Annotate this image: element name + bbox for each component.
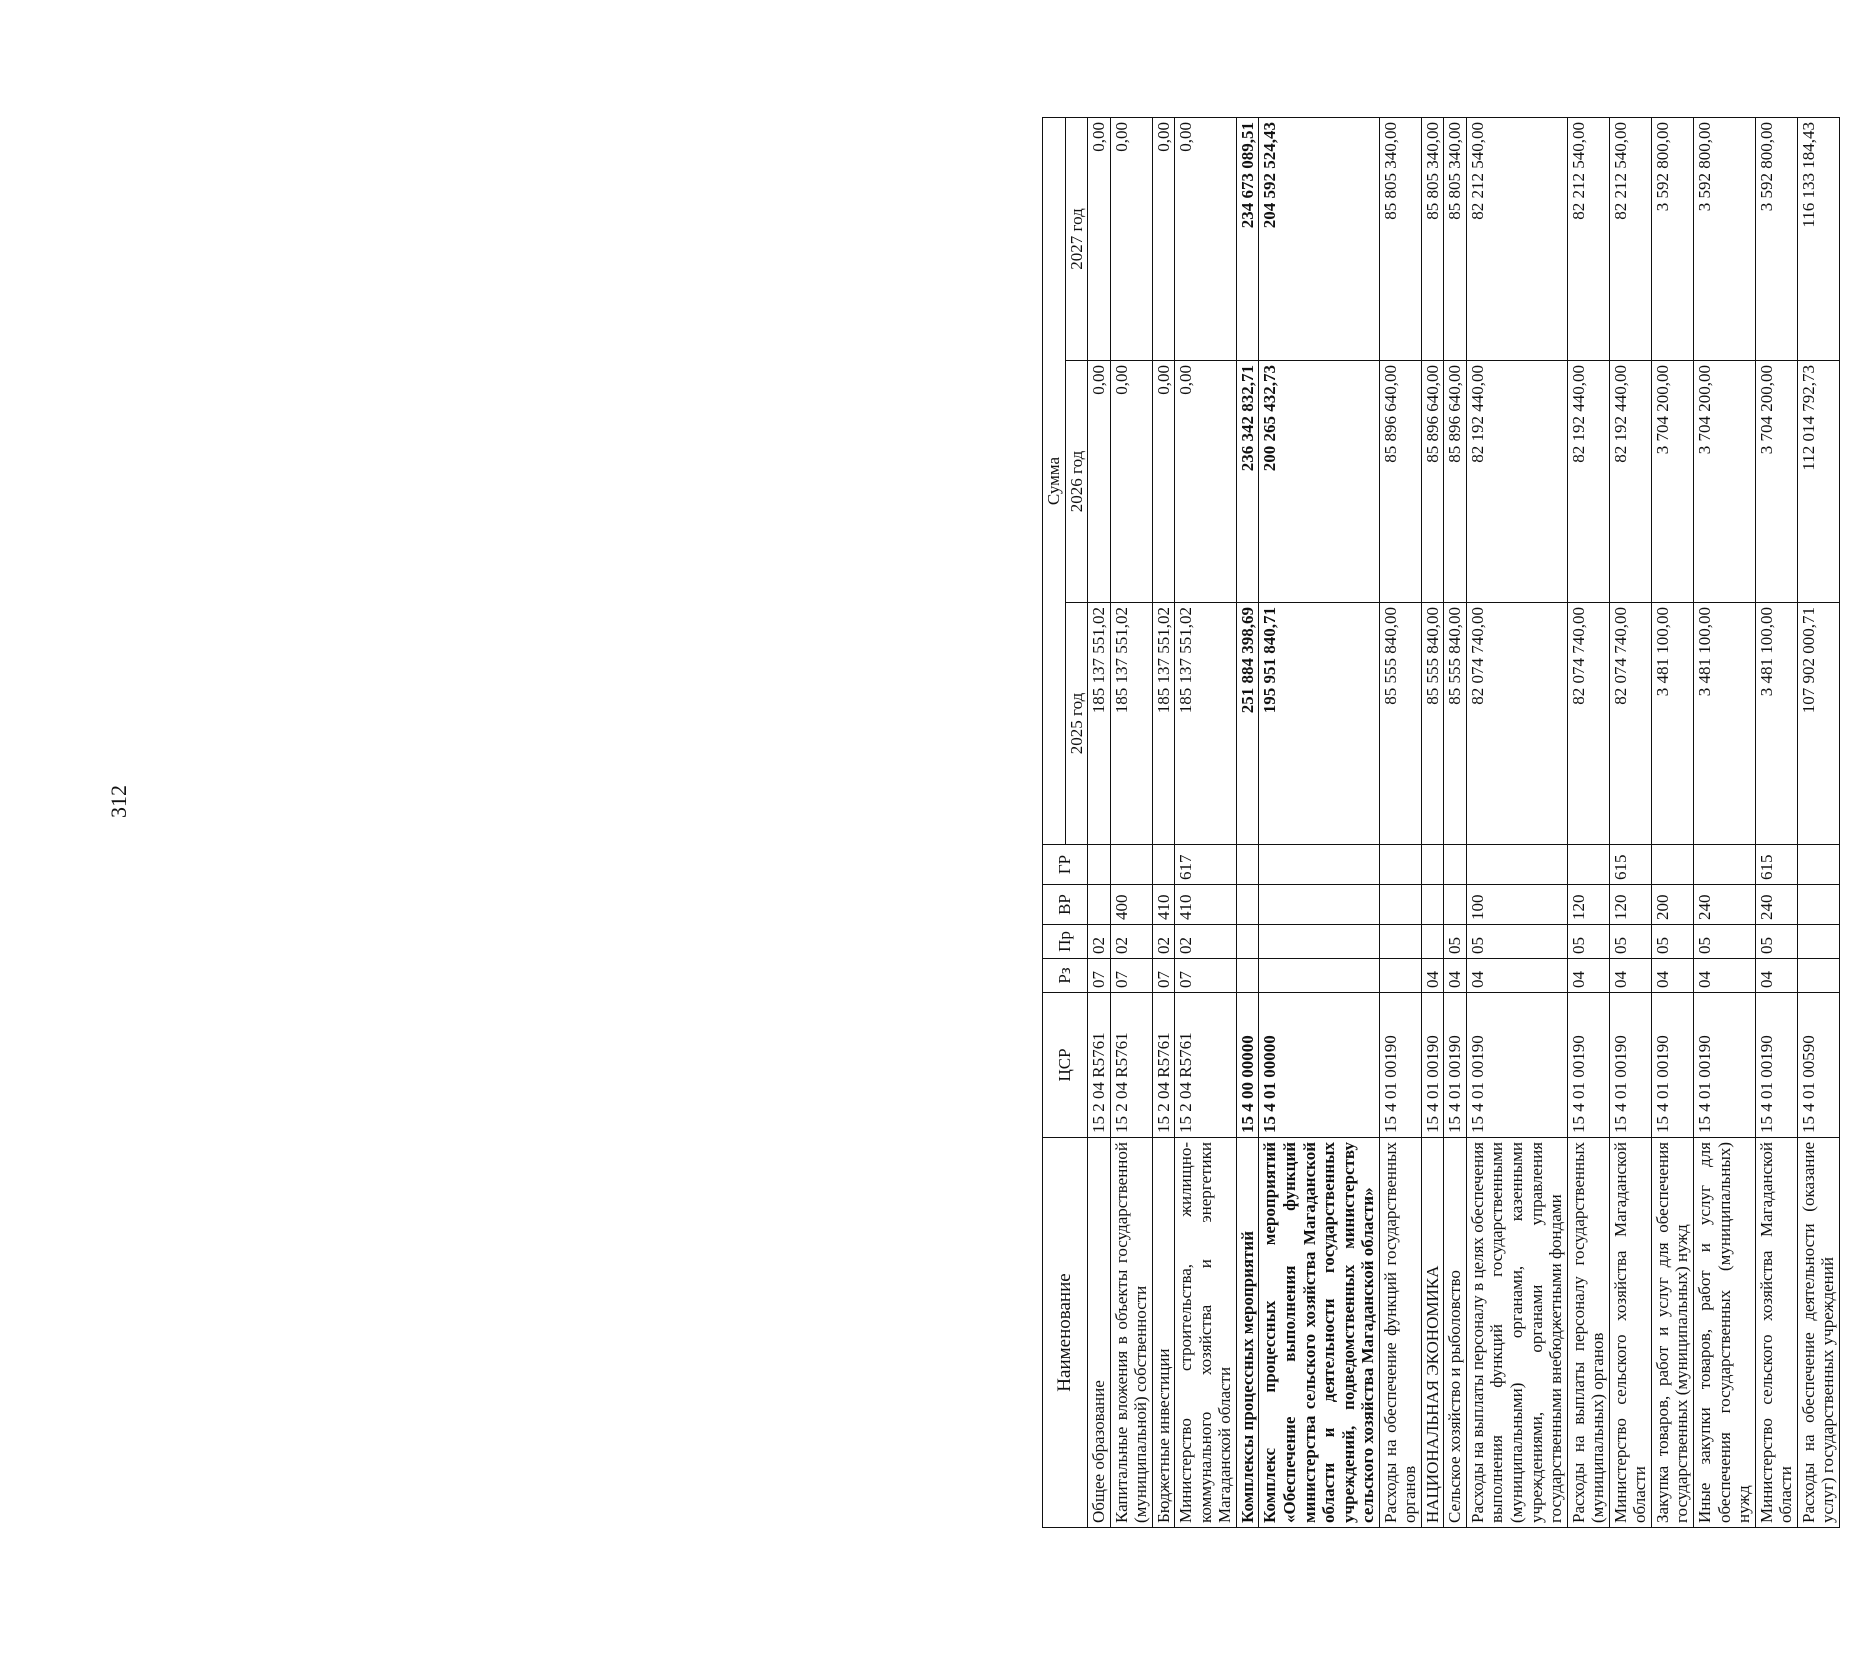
cell-2027: 82 212 540,00 — [1466, 118, 1567, 361]
cell-2026: 0,00 — [1110, 361, 1152, 603]
cell-2027: 3 592 800,00 — [1755, 118, 1797, 361]
table-row — [1755, 118, 1797, 1528]
cell-pr: 05 — [1651, 925, 1693, 959]
cell-2027: 234 673 089,51 — [1236, 118, 1259, 361]
cell-vr — [1236, 885, 1259, 925]
cell-2025: 185 137 551,02 — [1152, 603, 1175, 845]
cell-vr — [1088, 885, 1111, 925]
cell-name: Расходы на выплаты персоналу государственных (муниципальных) органов — [1567, 1138, 1609, 1528]
table-row — [1236, 118, 1259, 1528]
table-row — [1259, 118, 1379, 1528]
cell-gr — [1567, 845, 1609, 885]
table-row — [1567, 118, 1609, 1528]
cell-name: Комплекс процессных мероприятий «Обеспечение выполнения функций министерства сельского хозяйства Магаданской области и деятельности государственных учреждений, подведомственных министерству сельского хозяйства Магаданской области» — [1259, 1138, 1379, 1528]
cell-2026: 3 704 200,00 — [1651, 361, 1693, 603]
cell-rz: 07 — [1110, 959, 1152, 993]
cell-gr — [1444, 845, 1467, 885]
cell-vr: 240 — [1755, 885, 1797, 925]
cell-2027: 85 805 340,00 — [1421, 118, 1444, 361]
cell-csr: 15 2 04 R5761 — [1152, 993, 1175, 1138]
cell-2027: 0,00 — [1110, 118, 1152, 361]
cell-vr: 200 — [1651, 885, 1693, 925]
cell-vr — [1379, 885, 1421, 925]
cell-name: Закупка товаров, работ и услуг для обеспечения государственных (муниципальных) нужд — [1651, 1138, 1693, 1528]
cell-2025: 85 555 840,00 — [1444, 603, 1467, 845]
cell-pr: 05 — [1466, 925, 1567, 959]
cell-rz: 04 — [1609, 959, 1651, 993]
cell-vr — [1259, 885, 1379, 925]
cell-2025: 82 074 740,00 — [1567, 603, 1609, 845]
cell-2027: 82 212 540,00 — [1567, 118, 1609, 361]
cell-2025: 195 951 840,71 — [1259, 603, 1379, 845]
cell-2026: 0,00 — [1152, 361, 1175, 603]
cell-2025: 85 555 840,00 — [1421, 603, 1444, 845]
cell-name: Бюджетные инвестиции — [1152, 1138, 1175, 1528]
budget-table — [1042, 117, 1840, 1528]
cell-pr — [1421, 925, 1444, 959]
cell-csr: 15 4 01 00190 — [1693, 993, 1755, 1138]
table-row — [1797, 118, 1839, 1528]
cell-rz: 04 — [1466, 959, 1567, 993]
cell-vr: 410 — [1152, 885, 1175, 925]
cell-rz: 04 — [1567, 959, 1609, 993]
cell-pr: 05 — [1444, 925, 1467, 959]
table-row — [1651, 118, 1693, 1528]
table-row — [1379, 118, 1421, 1528]
cell-pr — [1259, 925, 1379, 959]
cell-vr — [1421, 885, 1444, 925]
cell-rz: 04 — [1421, 959, 1444, 993]
cell-vr: 240 — [1693, 885, 1755, 925]
cell-name: Сельское хозяйство и рыболовство — [1444, 1138, 1467, 1528]
cell-2026: 82 192 440,00 — [1609, 361, 1651, 603]
header-sum: Сумма — [1043, 118, 1066, 845]
cell-2027: 3 592 800,00 — [1651, 118, 1693, 361]
cell-gr — [1152, 845, 1175, 885]
cell-pr: 02 — [1175, 925, 1237, 959]
cell-csr: 15 4 01 00190 — [1651, 993, 1693, 1138]
table-row — [1609, 118, 1651, 1528]
cell-vr: 120 — [1609, 885, 1651, 925]
cell-name: Капитальные вложения в объекты государственной (муниципальной) собственности — [1110, 1138, 1152, 1528]
cell-csr: 15 4 01 00190 — [1609, 993, 1651, 1138]
cell-rz: 04 — [1693, 959, 1755, 993]
header-year-2027: 2027 год — [1065, 118, 1088, 361]
cell-name: Министерство сельского хозяйства Магаданской области — [1609, 1138, 1651, 1528]
header-year-2025: 2025 год — [1065, 603, 1088, 845]
cell-2026: 3 704 200,00 — [1755, 361, 1797, 603]
cell-2026: 85 896 640,00 — [1444, 361, 1467, 603]
cell-2025: 85 555 840,00 — [1379, 603, 1421, 845]
cell-2025: 3 481 100,00 — [1693, 603, 1755, 845]
cell-vr — [1797, 885, 1839, 925]
cell-rz: 07 — [1175, 959, 1237, 993]
cell-pr: 05 — [1693, 925, 1755, 959]
cell-2026: 112 014 792,73 — [1797, 361, 1839, 603]
cell-2026: 82 192 440,00 — [1567, 361, 1609, 603]
cell-gr — [1693, 845, 1755, 885]
cell-2027: 82 212 540,00 — [1609, 118, 1651, 361]
cell-2025: 185 137 551,02 — [1175, 603, 1237, 845]
cell-pr — [1379, 925, 1421, 959]
cell-pr — [1236, 925, 1259, 959]
cell-2026: 200 265 432,73 — [1259, 361, 1379, 603]
cell-name: НАЦИОНАЛЬНАЯ ЭКОНОМИКА — [1421, 1138, 1444, 1528]
cell-2026: 85 896 640,00 — [1421, 361, 1444, 603]
cell-name: Министерство строительства, жилищно-коммунального хозяйства и энергетики Магаданской области — [1175, 1138, 1237, 1528]
cell-pr: 05 — [1567, 925, 1609, 959]
cell-rz: 07 — [1088, 959, 1111, 993]
cell-csr: 15 2 04 R5761 — [1175, 993, 1237, 1138]
cell-2026: 85 896 640,00 — [1379, 361, 1421, 603]
cell-2026: 82 192 440,00 — [1466, 361, 1567, 603]
cell-pr: 02 — [1152, 925, 1175, 959]
cell-2026: 0,00 — [1088, 361, 1111, 603]
cell-csr: 15 4 01 00190 — [1444, 993, 1467, 1138]
cell-2027: 0,00 — [1088, 118, 1111, 361]
header-rz: Рз — [1043, 959, 1088, 993]
cell-name: Иные закупки товаров, работ и услуг для обеспечения государственных (муниципальных) нужд — [1693, 1138, 1755, 1528]
cell-rz — [1379, 959, 1421, 993]
header-vr: ВР — [1043, 885, 1088, 925]
cell-2025: 251 884 398,69 — [1236, 603, 1259, 845]
cell-name: Расходы на обеспечение функций государственных органов — [1379, 1138, 1421, 1528]
cell-2027: 85 805 340,00 — [1379, 118, 1421, 361]
cell-2025: 185 137 551,02 — [1088, 603, 1111, 845]
table-body — [1088, 118, 1840, 1528]
cell-csr: 15 2 04 R5761 — [1110, 993, 1152, 1138]
table-row — [1444, 118, 1467, 1528]
cell-2025: 185 137 551,02 — [1110, 603, 1152, 845]
cell-2025: 82 074 740,00 — [1609, 603, 1651, 845]
cell-name: Комплексы процессных мероприятий — [1236, 1138, 1259, 1528]
cell-csr: 15 4 01 00190 — [1755, 993, 1797, 1138]
header-pr: Пр — [1043, 925, 1088, 959]
cell-2027: 0,00 — [1152, 118, 1175, 361]
cell-gr — [1466, 845, 1567, 885]
cell-rz: 07 — [1152, 959, 1175, 993]
cell-rz — [1236, 959, 1259, 993]
cell-2027: 204 592 524,43 — [1259, 118, 1379, 361]
cell-pr: 05 — [1609, 925, 1651, 959]
cell-pr: 05 — [1755, 925, 1797, 959]
cell-vr: 100 — [1466, 885, 1567, 925]
cell-2027: 116 133 184,43 — [1797, 118, 1839, 361]
cell-2026: 3 704 200,00 — [1693, 361, 1755, 603]
header-gr: ГР — [1043, 845, 1088, 885]
cell-gr — [1797, 845, 1839, 885]
cell-rz: 04 — [1651, 959, 1693, 993]
cell-2025: 3 481 100,00 — [1755, 603, 1797, 845]
cell-pr: 02 — [1110, 925, 1152, 959]
cell-pr: 02 — [1088, 925, 1111, 959]
cell-gr — [1421, 845, 1444, 885]
table-row — [1110, 118, 1152, 1528]
header-csr: ЦСР — [1043, 993, 1088, 1138]
cell-gr — [1259, 845, 1379, 885]
table-row — [1421, 118, 1444, 1528]
cell-gr: 617 — [1175, 845, 1237, 885]
cell-gr — [1236, 845, 1259, 885]
table-row — [1175, 118, 1237, 1528]
cell-2025: 3 481 100,00 — [1651, 603, 1693, 845]
cell-rz — [1259, 959, 1379, 993]
cell-name: Расходы на выплаты персоналу в целях обеспечения выполнения функций государственными (муниципальными) органами, казенными учреждениями, органами управления государственными внебюджетными фондами — [1466, 1138, 1567, 1528]
table-row — [1466, 118, 1567, 1528]
table-row — [1088, 118, 1111, 1528]
cell-vr: 400 — [1110, 885, 1152, 925]
cell-csr: 15 4 01 00190 — [1466, 993, 1567, 1138]
table-row — [1693, 118, 1755, 1528]
cell-vr — [1444, 885, 1467, 925]
header-name: Наименование — [1043, 1138, 1088, 1528]
cell-gr — [1379, 845, 1421, 885]
cell-2025: 107 902 000,71 — [1797, 603, 1839, 845]
cell-gr — [1651, 845, 1693, 885]
cell-gr — [1110, 845, 1152, 885]
cell-csr: 15 4 00 00000 — [1236, 993, 1259, 1138]
cell-csr: 15 2 04 R5761 — [1088, 993, 1111, 1138]
cell-csr: 15 4 01 00190 — [1379, 993, 1421, 1138]
cell-2027: 0,00 — [1175, 118, 1237, 361]
cell-gr: 615 — [1755, 845, 1797, 885]
cell-rz — [1797, 959, 1839, 993]
cell-rz: 04 — [1444, 959, 1467, 993]
cell-2026: 236 342 832,71 — [1236, 361, 1259, 603]
cell-2025: 82 074 740,00 — [1466, 603, 1567, 845]
cell-2027: 3 592 800,00 — [1693, 118, 1755, 361]
cell-pr — [1797, 925, 1839, 959]
cell-csr: 15 4 01 00590 — [1797, 993, 1839, 1138]
cell-name: Расходы на обеспечение деятельности (оказание услуг) государственных учреждений — [1797, 1138, 1839, 1528]
rotated-page-content — [1042, 118, 1862, 1528]
cell-csr: 15 4 01 00190 — [1421, 993, 1444, 1138]
cell-name: Министерство сельского хозяйства Магаданской области — [1755, 1138, 1797, 1528]
cell-name: Общее образование — [1088, 1138, 1111, 1528]
page-number: 312 — [106, 785, 131, 818]
cell-csr: 15 4 01 00190 — [1567, 993, 1609, 1138]
cell-csr: 15 4 01 00000 — [1259, 993, 1379, 1138]
cell-vr: 410 — [1175, 885, 1237, 925]
table-row — [1152, 118, 1175, 1528]
cell-gr: 615 — [1609, 845, 1651, 885]
table-header-row — [1043, 118, 1066, 1528]
cell-2026: 0,00 — [1175, 361, 1237, 603]
cell-vr: 120 — [1567, 885, 1609, 925]
cell-rz: 04 — [1755, 959, 1797, 993]
header-year-2026: 2026 год — [1065, 361, 1088, 603]
cell-2027: 85 805 340,00 — [1444, 118, 1467, 361]
cell-gr — [1088, 845, 1111, 885]
